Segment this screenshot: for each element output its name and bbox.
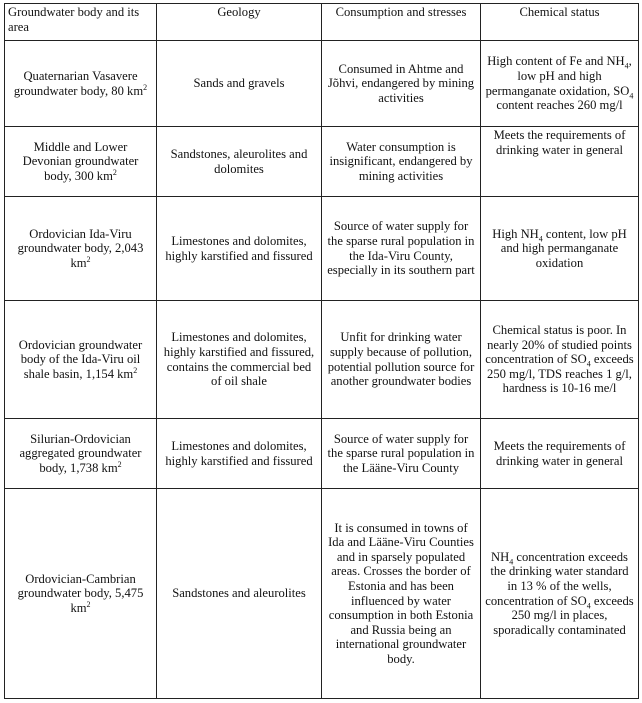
geology-cell: Limestones and dolomites, highly karstified and fissured: [157, 419, 322, 489]
header-chemical-status: Chemical status: [481, 4, 639, 41]
status-cell: Meets the requirements of drinking water in general: [481, 419, 639, 489]
table-row: [5, 419, 639, 489]
consumption-cell: Water consumption is insignificant, endangered by mining activities: [322, 127, 481, 197]
status-cell: $NH_4$ concentration exceeds the drinking water standard in 13 % of the wells, concentration of $SO_4$ exceeds 250 mg/l in places, sporadically contaminated: [481, 489, 639, 699]
consumption-cell: Consumed in Ahtme and Jõhvi, endangered by mining activities: [322, 41, 481, 127]
geology-cell: Limestones and dolomites, highly karstified and fissured, contains the commercial bed of oil shale: [157, 301, 322, 419]
header-geology: Geology: [157, 4, 322, 41]
area-cell: Ordovician Ida-Viru groundwater body, 2,043 $km^2$: [5, 197, 157, 301]
geology-cell: Sands and gravels: [157, 41, 322, 127]
consumption-cell: Source of water supply for the sparse rural population in the Ida-Viru County, especially in its southern part: [322, 197, 481, 301]
table-row: [5, 41, 639, 127]
status-cell: Chemical status is poor. In nearly 20% of studied points concentration of $SO_4$ exceeds 250 mg/l, TDS reaches 1 g/l, hardness is 10-16 me/l: [481, 301, 639, 419]
area-cell: Ordovician-Cambrian groundwater body, 5,475 $km^2$: [5, 489, 157, 699]
header-groundwater-body: Groundwater body and its area: [5, 4, 157, 41]
groundwater-table: [4, 3, 639, 699]
area-cell: Quaternarian Vasavere groundwater body, 80 $km^2$: [5, 41, 157, 127]
status-cell: Meets the requirements of drinking water in general: [481, 127, 639, 197]
consumption-cell: Source of water supply for the sparse rural population in the Lääne-Viru County: [322, 419, 481, 489]
table-row: [5, 301, 639, 419]
header-row: [5, 4, 639, 41]
geology-cell: Sandstones, aleurolites and dolomites: [157, 127, 322, 197]
consumption-cell: It is consumed in towns of Ida and Lääne-Viru Counties and in sparsely populated areas. Crosses the border of Estonia and has been influenced by water consumption in both Estonia and Russia being an international groundwater body.: [322, 489, 481, 699]
table-row: [5, 127, 639, 197]
area-cell: Ordovician groundwater body of the Ida-Viru oil shale basin, 1,154 $km^2$: [5, 301, 157, 419]
area-cell: Silurian-Ordovician aggregated groundwater body, 1,738 $km^2$: [5, 419, 157, 489]
geology-cell: Limestones and dolomites, highly karstified and fissured: [157, 197, 322, 301]
geology-cell: Sandstones and aleurolites: [157, 489, 322, 699]
area-cell: Middle and Lower Devonian groundwater body, 300 $km^2$: [5, 127, 157, 197]
header-consumption: Consumption and stresses: [322, 4, 481, 41]
status-cell: High $NH_4$ content, low pH and high permanganate oxidation: [481, 197, 639, 301]
consumption-cell: Unfit for drinking water supply because of pollution, potential pollution source for another groundwater bodies: [322, 301, 481, 419]
table-row: [5, 489, 639, 699]
status-cell: High content of Fe and $NH_4$, low pH and high permanganate oxidation, $SO_4$ content reaches 260 mg/l: [481, 41, 639, 127]
table-row: [5, 197, 639, 301]
